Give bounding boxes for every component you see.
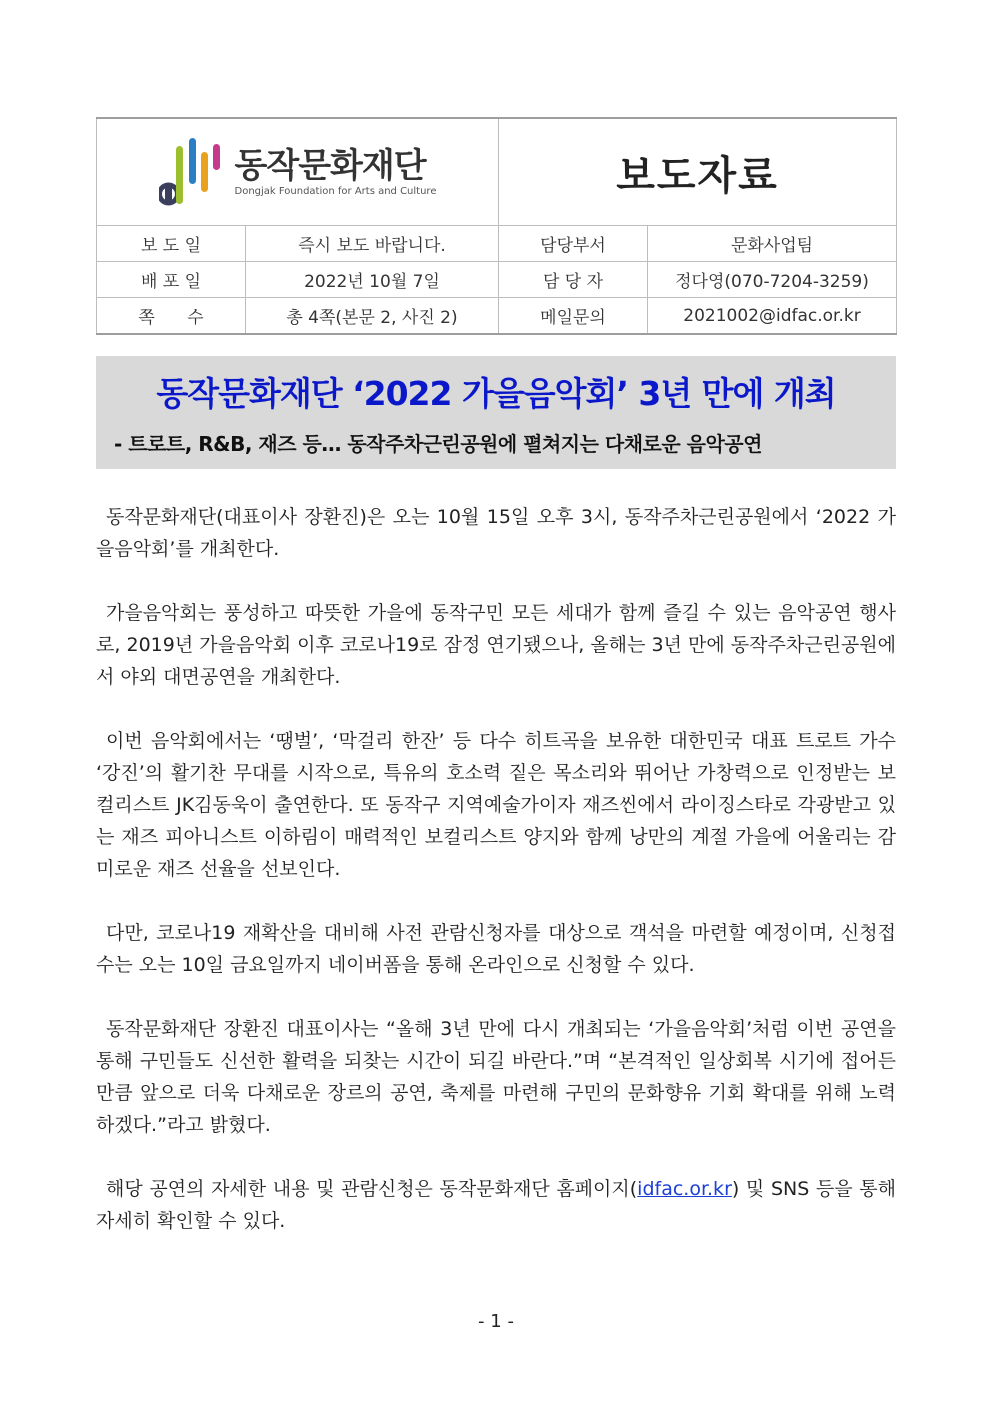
value-release: 즉시 보도 바랍니다. bbox=[246, 226, 499, 262]
info-row-pages bbox=[97, 298, 897, 335]
homepage-link[interactable]: idfac.or.kr bbox=[637, 1178, 732, 1200]
label-pages: 쪽 수 bbox=[97, 298, 246, 335]
doc-type-cell bbox=[499, 118, 897, 226]
value-pages: 총 4쪽(본문 2, 사진 2) bbox=[246, 298, 499, 335]
label-email: 메일문의 bbox=[499, 298, 648, 335]
label-distribution: 배 포 일 bbox=[97, 262, 246, 298]
paragraph-6-after: ) 및 SNS 등을 통해 자세히 확인할 수 있다. bbox=[96, 1178, 896, 1232]
press-body bbox=[96, 501, 896, 1269]
paragraph-1: 동작문화재단(대표이사 장환진)은 오는 10월 15일 오후 3시, 동작주차근린공원에서 ‘2022 가을음악회’를 개최한다. bbox=[96, 506, 896, 560]
paragraph-2: 가을음악회는 풍성하고 따뜻한 가을에 동작구민 모든 세대가 함께 즐길 수 있는 음악공연 행사로, 2019년 가을음악회 이후 코로나19로 잠정 연기됐으나, 올해는 3년 만에 동작주차근린공원에서 야외 대면공연을 개최한다. bbox=[96, 602, 896, 688]
logo-cell bbox=[97, 118, 499, 226]
paragraph-5: 동작문화재단 장환진 대표이사는 “올해 3년 만에 다시 개최되는 ‘가을음악회’처럼 이번 공연을 통해 구민들도 신선한 활력을 되찾는 시간이 되길 바란다.”며 “본격적인 일상회복 시기에 접어든 만큼 앞으로 더욱 다채로운 장르의 공연, 축제를 마련해 구민의 문화향유 기회 확대를 위해 노력하겠다.”라고 밝혔다. bbox=[96, 1018, 896, 1136]
paragraph-4: 다만, 코로나19 재확산을 대비해 사전 관람신청자를 대상으로 객석을 마련할 예정이며, 신청접수는 오는 10일 금요일까지 네이버폼을 통해 온라인으로 신청할 수 있다. bbox=[96, 922, 896, 976]
header-table bbox=[96, 117, 897, 335]
value-distribution: 2022년 10월 7일 bbox=[246, 262, 499, 298]
label-contact: 담 당 자 bbox=[499, 262, 648, 298]
info-row-release-date bbox=[97, 226, 897, 262]
value-email: 2021002@idfac.or.kr bbox=[648, 298, 897, 335]
page-number: - 1 - bbox=[478, 1311, 514, 1332]
foundation-logo-icon bbox=[159, 136, 223, 208]
title-box bbox=[96, 356, 896, 469]
value-contact: 정다영(070-7204-3259) bbox=[648, 262, 897, 298]
paragraph-6-before: 해당 공연의 자세한 내용 및 관람신청은 동작문화재단 홈페이지( bbox=[106, 1178, 638, 1200]
label-department: 담당부서 bbox=[499, 226, 648, 262]
doc-type: 보도자료 bbox=[616, 152, 779, 199]
logo-name-ko: 동작문화재단 bbox=[234, 146, 426, 186]
main-title: 동작문화재단 ‘2022 가을음악회’ 3년 만에 개최 bbox=[156, 374, 836, 413]
label-release: 보 도 일 bbox=[97, 226, 246, 262]
sub-title: - 트로트, R&B, 재즈 등… 동작주차근린공원에 펼쳐지는 다채로운 음악공연 bbox=[114, 432, 762, 456]
value-department: 문화사업팀 bbox=[648, 226, 897, 262]
logo-name-en: Dongjak Foundation for Arts and Culture bbox=[234, 186, 437, 197]
paragraph-3: 이번 음악회에서는 ‘땡벌’, ‘막걸리 한잔’ 등 다수 히트곡을 보유한 대한민국 대표 트로트 가수 ‘강진’의 활기찬 무대를 시작으로, 특유의 호소력 짙은 목소리와 뛰어난 가창력으로 인정받는 보컬리스트 JK김동욱이 출연한다. 또 동작구 지역예술가이자 재즈씬에서 라이징스타로 각광받고 있는 재즈 피아니스트 이하림이 매력적인 보컬리스트 양지와 함께 낭만의 계절 가을에 어울리는 감미로운 재즈 선율을 선보인다. bbox=[96, 730, 896, 880]
paragraph-6 bbox=[96, 1173, 896, 1237]
info-row-distribution bbox=[97, 262, 897, 298]
